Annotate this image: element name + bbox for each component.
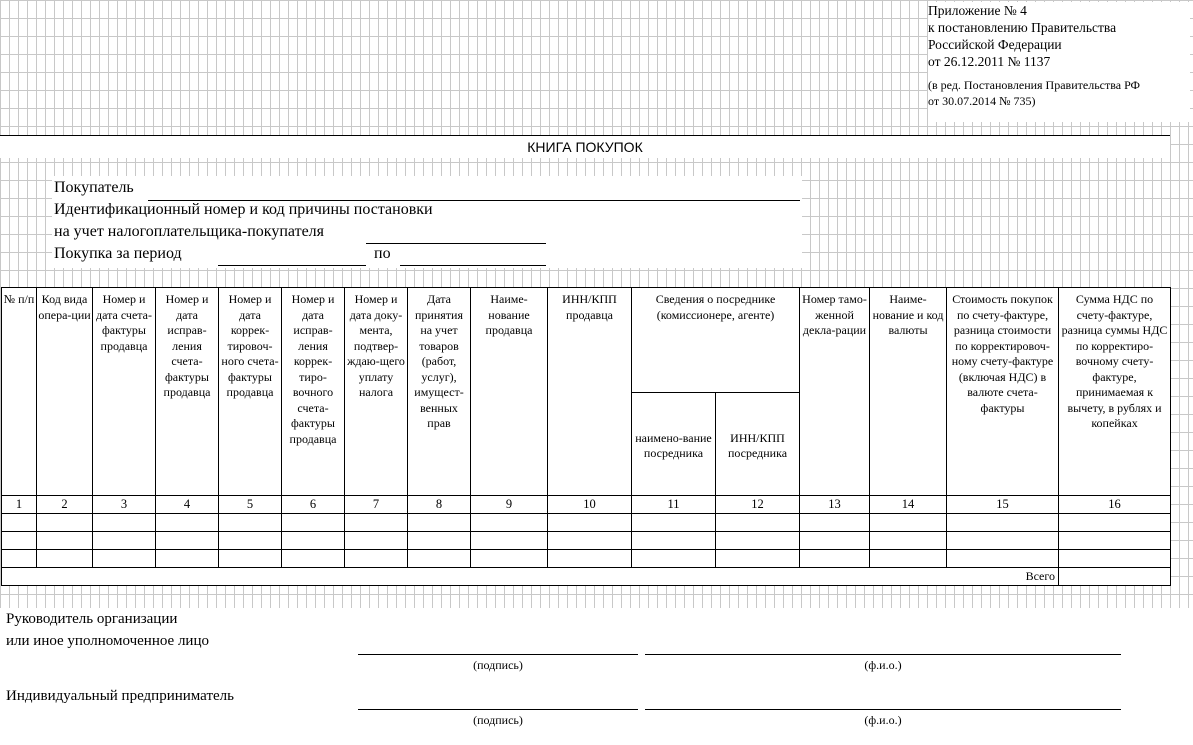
header-cell-3: Номер и дата счета-фактуры продавца [93, 288, 156, 496]
table-cell[interactable] [93, 550, 156, 568]
column-number: 12 [716, 496, 800, 514]
period-to-label: по [374, 245, 391, 262]
table-cell[interactable] [93, 532, 156, 550]
appendix-note-1: (в ред. Постановления Правительства РФ [928, 78, 1141, 92]
table-cell[interactable] [219, 550, 282, 568]
column-number: 10 [548, 496, 632, 514]
table-cell[interactable] [800, 532, 870, 550]
table-cell[interactable] [947, 514, 1059, 532]
purchase-book-table [1, 287, 1171, 586]
header-cell-12: ИНН/КПП посредника [716, 393, 800, 496]
column-number: 11 [632, 496, 716, 514]
table-cell[interactable] [219, 532, 282, 550]
table-cell[interactable] [408, 514, 471, 532]
table-cell[interactable] [345, 514, 408, 532]
table-cell[interactable] [156, 550, 219, 568]
period-from-field[interactable] [218, 246, 366, 266]
table-cell[interactable] [156, 514, 219, 532]
period-to-field[interactable] [400, 246, 546, 266]
header-fields [52, 176, 802, 268]
table-cell[interactable] [471, 532, 548, 550]
inn-label-line1: Идентификационный номер и код причины постановки [54, 201, 433, 218]
header-cell-agent: Сведения о посреднике (комиссионере, агенте) [632, 288, 800, 393]
entrepreneur-signature-field[interactable] [358, 693, 638, 710]
inn-label-line2: на учет налогоплательщика-покупателя [54, 223, 325, 240]
header-cell-5: Номер и дата коррек-тировоч-ного счета-фактуры продавца [219, 288, 282, 496]
header-cell-11: наимено-вание посредника [632, 393, 716, 496]
header-cell-1: № п/п [2, 288, 37, 496]
table-cell[interactable] [2, 550, 37, 568]
column-number: 13 [800, 496, 870, 514]
table-cell[interactable] [716, 514, 800, 532]
column-number: 15 [947, 496, 1059, 514]
table-cell[interactable] [1059, 532, 1171, 550]
header-cell-14: Наиме-нование и код валюты [870, 288, 947, 496]
table-cell[interactable] [345, 550, 408, 568]
header-cell-9: Наиме-нование продавца [471, 288, 548, 496]
column-number: 6 [282, 496, 345, 514]
table-cell[interactable] [870, 514, 947, 532]
entrepreneur-label: Индивидуальный предприниматель [6, 688, 234, 704]
header-cell-16: Сумма НДС по счету-фактуре, разница суммы НДС по корректиро-вочному счету-фактуре, принимаемая к вычету, в рублях и копейках [1059, 288, 1171, 496]
column-number: 3 [93, 496, 156, 514]
table-cell[interactable] [471, 550, 548, 568]
table-cell[interactable] [93, 514, 156, 532]
table-row [2, 550, 1171, 568]
table-cell[interactable] [282, 532, 345, 550]
entrepreneur-name-caption: (ф.и.о.) [864, 713, 902, 727]
column-number: 16 [1059, 496, 1171, 514]
header-cell-7: Номер и дата доку-мента, подтвер-ждаю-щего уплату налога [345, 288, 408, 496]
table-cell[interactable] [870, 532, 947, 550]
column-number: 14 [870, 496, 947, 514]
table-cell[interactable] [947, 550, 1059, 568]
table-cell[interactable] [219, 514, 282, 532]
table-cell[interactable] [408, 532, 471, 550]
head-name-caption: (ф.и.о.) [864, 658, 902, 672]
header-cell-13: Номер тамо-женной декла-рации [800, 288, 870, 496]
appendix-line-2: к постановлению Правительства [928, 20, 1117, 35]
head-label-line1: Руководитель организации [6, 611, 178, 627]
table-row [2, 514, 1171, 532]
column-number: 2 [37, 496, 93, 514]
table-cell[interactable] [800, 514, 870, 532]
entrepreneur-signature-caption: (подпись) [473, 713, 523, 727]
table-cell[interactable] [870, 550, 947, 568]
table-cell[interactable] [37, 532, 93, 550]
table-cell[interactable] [800, 550, 870, 568]
head-signature-caption: (подпись) [473, 658, 523, 672]
column-number: 9 [471, 496, 548, 514]
total-label: Всего [2, 568, 1059, 586]
table-cell[interactable] [2, 532, 37, 550]
table-cell[interactable] [345, 532, 408, 550]
header-cell-8: Дата принятия на учет товаров (работ, услуг), имущест-венных прав [408, 288, 471, 496]
column-number: 4 [156, 496, 219, 514]
header-cell-15: Стоимость покупок по счету-фактуре, разница стоимости по корректировоч-ному счету-фактуре (включая НДС) в валюте счета-фактуры [947, 288, 1059, 496]
table-cell[interactable] [716, 550, 800, 568]
table-row [2, 532, 1171, 550]
table-cell[interactable] [408, 550, 471, 568]
total-row [2, 568, 1171, 586]
table-cell[interactable] [1059, 550, 1171, 568]
table-cell[interactable] [1059, 514, 1171, 532]
entrepreneur-name-field[interactable] [645, 693, 1121, 710]
period-label: Покупка за период [54, 245, 182, 262]
table-cell[interactable] [548, 514, 632, 532]
column-number: 5 [219, 496, 282, 514]
signature-block [0, 608, 1193, 745]
appendix-line-3: Российской Федерации [928, 37, 1062, 52]
header-cell-4: Номер и дата исправ-ления счета-фактуры продавца [156, 288, 219, 496]
table-cell[interactable] [282, 550, 345, 568]
table-cell[interactable] [282, 514, 345, 532]
head-label-line2: или иное уполномоченное лицо [6, 633, 209, 649]
inn-field[interactable] [366, 224, 546, 244]
appendix-block [928, 2, 1190, 122]
table-cell[interactable] [548, 550, 632, 568]
table-cell[interactable] [632, 532, 716, 550]
column-number: 7 [345, 496, 408, 514]
table-cell[interactable] [716, 532, 800, 550]
table-cell[interactable] [156, 532, 219, 550]
header-cell-2: Код вида опера-ции [37, 288, 93, 496]
table-cell[interactable] [37, 514, 93, 532]
appendix-line-4: от 26.12.2011 № 1137 [928, 54, 1051, 69]
table-cell[interactable] [471, 514, 548, 532]
table-cell[interactable] [2, 514, 37, 532]
column-number: 8 [408, 496, 471, 514]
column-number-row [2, 496, 1171, 514]
head-signature-field[interactable] [358, 638, 638, 655]
buyer-label: Покупатель [54, 179, 134, 196]
page-title: КНИГА ПОКУПОК [0, 135, 1170, 158]
table-cell[interactable] [632, 514, 716, 532]
table-cell[interactable] [632, 550, 716, 568]
buyer-field[interactable] [148, 179, 800, 201]
header-cell-10: ИНН/КПП продавца [548, 288, 632, 496]
table-cell[interactable] [548, 532, 632, 550]
appendix-line-1: Приложение № 4 [928, 3, 1027, 18]
column-number: 1 [2, 496, 37, 514]
head-name-field[interactable] [645, 638, 1121, 655]
table-cell[interactable] [947, 532, 1059, 550]
appendix-note-2: от 30.07.2014 № 735) [928, 94, 1036, 108]
table-cell[interactable] [37, 550, 93, 568]
header-cell-6: Номер и дата исправ-ления коррек-тиро-вочного счета-фактуры продавца [282, 288, 345, 496]
total-value-cell[interactable] [1059, 568, 1171, 586]
